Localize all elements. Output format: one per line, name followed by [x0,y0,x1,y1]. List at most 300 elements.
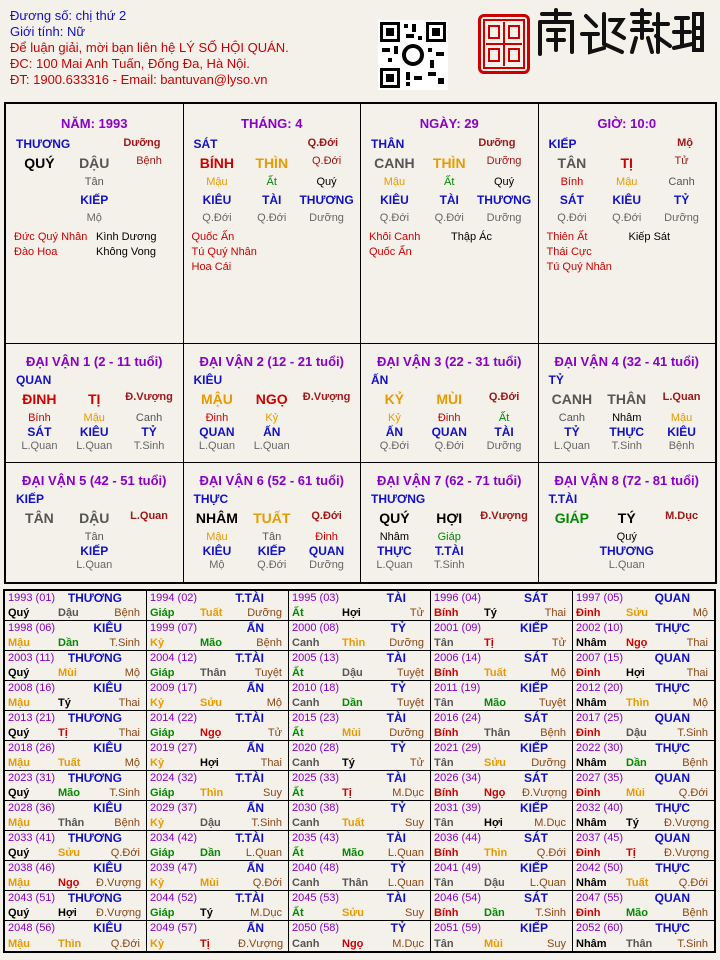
year-label: 2044 (52) [150,892,198,904]
pillar-stem-god: THƯƠNG [16,137,71,151]
year-cell [431,681,573,710]
hidden-stage: Dưỡng [486,212,522,224]
year-branch: Thân [626,938,653,950]
year-label: 2039 (47) [150,862,198,874]
year-branch: Mão [200,637,222,649]
year-branch: Hợi [484,817,503,829]
hidden-stem: Tân [84,176,104,188]
year-stem: Giáp [150,607,175,619]
dai-van-branch: NGỌ [255,391,288,407]
year-cell [431,771,573,800]
year-cell [573,651,714,680]
year-label: 2045 (53) [292,892,340,904]
hidden-stage: L.Quan [76,440,113,452]
hidden-god: KIẾP [80,193,109,207]
year-label: 2049 (57) [150,922,198,934]
year-cell [431,591,573,620]
year-stage: M.Dục [392,787,424,799]
dai-van-title: ĐẠI VẬN 3 (22 - 31 tuổi) [377,354,522,369]
year-label: 2016 (24) [434,712,482,724]
dai-van-stage: Đ.Vượng [480,510,528,522]
year-stage: M.Dục [392,938,424,950]
year-god: THƯƠNG [67,771,122,785]
pillar-stem-stage: Mộ [677,137,693,149]
dai-van-stage: Q.Đới [311,510,342,522]
hidden-stem: Mậu [206,176,228,188]
dai-van-title: ĐẠI VẬN 2 (12 - 21 tuổi) [199,354,344,369]
year-label: 2035 (43) [292,832,340,844]
year-cell [431,861,573,890]
pillar-stem-god: SÁT [193,137,218,151]
year-god: ẤN [246,681,264,695]
pillar-heavenly-stem: QUÝ [24,155,55,171]
year-label: 2034 (42) [150,832,198,844]
year-stage: Dưỡng [389,727,424,739]
dai-van-stem: ĐINH [22,391,57,407]
year-label: 2048 (56) [8,922,56,934]
year-label: 2033 (41) [8,832,56,844]
year-label: 2046 (54) [434,892,482,904]
year-god: TÀI [386,651,406,665]
year-branch: Ngọ [58,877,80,889]
year-cell [147,681,289,710]
dai-van-stem: CANH [551,391,593,407]
year-label: 2012 (20) [576,682,624,694]
hidden-stage: Dưỡng [486,440,522,452]
hidden-god: KIÊU [202,193,232,207]
year-branch: Thân [342,877,369,889]
hidden-god: SÁT [559,193,584,207]
year-label: 2043 (51) [8,892,56,904]
hidden-stem: Mậu [83,412,105,424]
year-cell [289,681,431,710]
year-stage: L.Quan [387,877,424,889]
year-god: TỶ [390,621,406,635]
year-label: 1996 (04) [434,592,482,604]
year-branch: Dần [58,637,79,649]
pillar-earthly-branch: TỊ [620,155,633,171]
year-god: ẤN [246,921,264,935]
year-stem: Mậu [8,637,30,649]
dai-van-stage: L.Quan [130,510,168,522]
dai-van-cell [361,463,539,582]
hidden-god: KIÊU [612,193,642,207]
year-branch: Hợi [342,607,361,619]
contact-line: Để luận giải, mời bạn liên hệ LÝ SỐ HỘI QUÁN. [10,40,289,55]
hidden-god: KIẾP [257,544,286,558]
star-item: Đức Quý Nhân [14,231,88,243]
year-god: SÁT [524,591,548,605]
hidden-stem: Nhâm [612,412,642,424]
year-cell [147,801,289,830]
year-stem: Canh [292,697,320,709]
pillar-hour [539,104,716,344]
dai-van-cell [539,463,716,582]
year-stem: Nhâm [576,697,607,709]
year-row [5,681,714,711]
hidden-stage: Bệnh [668,440,695,452]
hidden-stem: Giáp [437,531,461,543]
year-branch: Tuất [200,607,223,619]
pillar-heavenly-stem: CANH [374,155,415,171]
year-branch: Tý [484,607,497,619]
year-label: 2040 (48) [292,862,340,874]
year-row [5,861,714,891]
hidden-stem: Canh [135,412,163,424]
hidden-god: KIÊU [202,544,232,558]
year-branch: Hợi [58,907,77,919]
year-god: KIẾP [519,801,548,815]
hidden-stem: Đinh [315,531,338,543]
dai-van-cell [361,344,539,463]
pillar-heavenly-stem: BÍNH [199,155,235,171]
year-stage: Thai [118,697,140,709]
year-stem: Canh [292,938,320,950]
year-label: 2005 (13) [292,652,340,664]
year-stage: Suy [405,907,424,919]
year-god: QUAN [654,891,690,905]
year-stem: Bính [434,787,459,799]
pillar-title: GIỜ: 10:0 [597,116,657,131]
year-label: 2030 (38) [292,802,340,814]
hidden-stem: Mậu [616,176,638,188]
dai-van-stage: L.Quan [662,391,701,403]
year-stem: Đinh [576,667,601,679]
year-god: THƯƠNG [67,651,122,665]
year-row [5,831,714,861]
year-cell [147,741,289,770]
pillar-stem-stage: Dưỡng [123,137,161,149]
hidden-stem: Ất [266,176,277,188]
year-stage: Suy [263,787,282,799]
year-stage: Q.Đới [252,877,282,889]
pillar-stem-stage: Dưỡng [478,137,516,149]
gender-label: Giới tính: [10,24,64,39]
hidden-god: TỶ [564,425,580,439]
year-label: 2042 (50) [576,862,624,874]
year-stage: M.Dục [534,817,566,829]
hidden-stage: Q.Đới [434,212,464,224]
dai-van-title: ĐẠI VẬN 7 (62 - 71 tuổi) [377,473,522,488]
year-stage: Thai [260,757,282,769]
hidden-stage: Q.Đới [257,212,287,224]
year-branch: Mùi [342,727,361,739]
year-god: KIẾP [519,741,548,755]
hidden-god: TÀI [494,425,514,439]
hidden-god: ẤN [385,425,404,439]
year-label: 2011 (19) [434,682,481,694]
year-stem: Mậu [8,757,30,769]
year-god: KIÊU [93,741,122,755]
year-cell [573,771,714,800]
year-stage: Tuyệt [538,697,566,709]
dai-van-stage: Q.Đới [488,391,520,403]
year-stem: Kỷ [150,817,165,829]
year-god: TÀI [386,831,406,845]
brand-logo [534,8,704,68]
year-branch: Mùi [484,938,503,950]
year-stem: Mậu [8,938,30,950]
year-label: 1993 (01) [8,592,56,604]
hidden-stage: Dưỡng [309,559,344,571]
year-stage: Bệnh [682,907,708,919]
star-item: Quốc Ấn [191,231,235,243]
dai-van-title: ĐẠI VẬN 8 (72 - 81 tuổi) [554,473,699,488]
year-god: T.TÀI [235,591,264,605]
year-cell [5,861,147,890]
hidden-god: T.TÀI [434,544,464,558]
year-cell [289,861,431,890]
year-cell [289,711,431,740]
hidden-stage: L.Quan [608,559,645,571]
year-branch: Tý [58,697,71,709]
year-cell [147,891,289,920]
year-stem: Bính [434,667,459,679]
year-cell [431,921,573,951]
year-stem: Nhâm [576,637,607,649]
yearly-luck-table [3,589,716,953]
hidden-god: THƯƠNG [476,193,532,207]
year-branch: Thìn [342,637,366,649]
year-branch: Tuất [58,757,81,769]
dai-van-stage: M.Dục [665,510,699,522]
year-cell [147,621,289,650]
year-stem: Giáp [150,847,175,859]
year-label: 2018 (26) [8,742,56,754]
dai-van-god: THỰC [193,492,229,506]
year-stage: Mộ [124,757,140,769]
hidden-stem: Đinh [205,412,229,424]
hidden-stem: Ất [444,176,455,188]
hidden-stem: Quý [493,176,515,188]
year-branch: Ngọ [626,637,648,649]
year-branch: Dậu [58,607,79,619]
year-stage: T.Sinh [251,817,282,829]
year-stem: Ất [292,907,304,919]
year-god: SÁT [524,651,548,665]
year-branch: Thìn [484,847,508,859]
year-god: TÀI [386,891,406,905]
year-god: SÁT [524,771,548,785]
year-god: THỰC [655,621,690,635]
owner-label: Đương số: [10,8,73,23]
year-stage: T.Sinh [535,907,566,919]
year-stem: Kỷ [150,637,165,649]
pillar-branch-stage: Q.Đới [311,155,342,167]
year-god: SÁT [524,831,548,845]
star-item: Kiếp Sát [628,231,671,243]
year-god: KIÊU [93,801,122,815]
year-cell [5,621,147,650]
hidden-stage: L.Quan [198,440,235,452]
year-branch: Thân [484,727,511,739]
hidden-stem: Kỷ [265,412,279,424]
year-cell [147,591,289,620]
year-cell [147,711,289,740]
year-cell [147,861,289,890]
year-label: 2029 (37) [150,802,198,814]
year-branch: Tuất [626,877,649,889]
year-label: 2024 (32) [150,772,198,784]
hidden-stage: Q.Đới [379,440,410,452]
year-stem: Canh [292,757,320,769]
header-info [10,8,289,88]
year-stem: Đinh [576,787,601,799]
year-stage: Đ.Vượng [664,847,710,859]
year-branch: Ngọ [342,938,364,950]
year-cell [431,621,573,650]
hidden-stage: L.Quan [76,559,113,571]
year-cell [573,921,714,951]
dai-van-title: ĐẠI VẬN 6 (52 - 61 tuổi) [199,473,344,488]
year-stem: Quý [8,667,30,679]
pillar-earthly-branch: THÌN [432,155,466,171]
year-cell [431,711,573,740]
year-stem: Mậu [8,817,30,829]
year-stem: Tân [434,697,454,709]
year-stem: Giáp [150,727,175,739]
dai-van-god: THƯƠNG [371,492,426,506]
year-stage: L.Quan [529,877,566,889]
year-branch: Tý [626,817,639,829]
year-cell [573,711,714,740]
year-stage: Đ.Vượng [96,907,142,919]
year-god: TỶ [390,681,406,695]
year-label: 1999 (07) [150,622,198,634]
year-god: TÀI [386,771,406,785]
year-stage: Tuyệt [396,667,424,679]
year-label: 2047 (55) [576,892,624,904]
year-cell [289,891,431,920]
year-cell [5,651,147,680]
year-branch: Dậu [200,817,221,829]
dai-van-branch: HỢI [436,510,463,526]
year-stage: Tuyệt [254,667,282,679]
year-god: ẤN [246,861,264,875]
pillar-title: NĂM: 1993 [61,116,128,131]
hidden-stem: Quý [616,531,637,543]
year-god: QUAN [654,831,690,845]
year-stem: Tân [434,637,454,649]
year-stem: Đinh [576,607,601,619]
year-branch: Ngọ [484,787,506,799]
year-cell [289,741,431,770]
year-stem: Ất [292,727,304,739]
year-cell [5,891,147,920]
year-branch: Tị [342,787,352,799]
dai-van-branch: DẬU [79,510,110,526]
year-stage: Mộ [692,697,708,709]
hidden-stem: Kỷ [387,412,401,424]
year-stem: Nhâm [576,877,607,889]
year-god: TỶ [390,861,406,875]
year-stem: Mậu [8,877,30,889]
hidden-god: KIÊU [380,193,409,207]
year-god: KIÊU [93,861,122,875]
year-god: T.TÀI [235,711,264,725]
hidden-god: ẤN [263,425,281,439]
year-cell [5,591,147,620]
hidden-stage: Mộ [209,559,225,571]
year-god: TÀI [386,591,406,605]
year-god: TỶ [390,741,406,755]
hidden-god: KIÊU [79,425,109,439]
year-god: THỰC [655,741,690,755]
year-stage: Suy [547,938,566,950]
year-stem: Canh [292,877,320,889]
year-stem: Mậu [8,697,30,709]
year-stem: Quý [8,787,30,799]
year-cell [431,831,573,860]
year-god: QUAN [654,711,690,725]
year-row [5,741,714,771]
year-stage: Q.Đới [110,938,140,950]
year-stage: Thai [118,727,140,739]
year-cell [5,741,147,770]
year-label: 2037 (45) [576,832,624,844]
year-label: 2015 (23) [292,712,340,724]
dai-van-title: ĐẠI VẬN 4 (32 - 41 tuổi) [554,354,699,369]
gender-value: Nữ [66,24,86,39]
year-stem: Nhâm [576,938,607,950]
pillar-branch-stage: Bệnh [136,155,162,167]
dai-van-god: TỶ [548,373,564,387]
dai-van-branch: TÝ [617,510,636,526]
dai-van-stem: KỶ [384,391,405,407]
year-stage: T.Sinh [109,787,140,799]
year-branch: Tị [626,847,636,859]
star-item: Tú Quý Nhân [191,246,257,258]
seal-stamp-icon [478,14,530,74]
year-cell [289,831,431,860]
year-god: ẤN [246,801,264,815]
year-stem: Kỷ [150,877,165,889]
year-label: 2027 (35) [576,772,624,784]
year-label: 2031 (39) [434,802,482,814]
year-branch: Thìn [626,697,650,709]
year-stage: L.Quan [245,847,282,859]
year-label: 2052 (60) [576,922,624,934]
year-god: KIÊU [93,621,122,635]
year-cell [147,831,289,860]
year-stage: Dưỡng [531,757,566,769]
year-stage: L.Quan [387,847,424,859]
year-label: 2050 (58) [292,922,340,934]
year-branch: Mão [626,907,648,919]
star-item: Không Vong [96,246,156,258]
year-cell [431,801,573,830]
pillar-stem-god: KIẾP [548,137,577,151]
hidden-stage: Q.Đới [257,559,287,571]
year-label: 2025 (33) [292,772,340,784]
year-stem: Quý [8,607,30,619]
year-god: TỶ [390,921,406,935]
year-label: 1994 (02) [150,592,198,604]
year-branch: Tị [484,637,494,649]
year-stem: Nhâm [576,817,607,829]
hidden-stem: Đinh [437,412,461,424]
year-stage: Tử [409,757,424,769]
year-cell [289,591,431,620]
star-item: Tú Quý Nhân [546,261,612,273]
year-cell [573,801,714,830]
year-god: THỰC [655,921,690,935]
year-branch: Mùi [200,877,219,889]
dai-van-god: T.TÀI [548,492,578,506]
year-stage: Tuyệt [396,697,424,709]
hidden-stage: Q.Đới [379,212,410,224]
year-stem: Tân [434,938,454,950]
